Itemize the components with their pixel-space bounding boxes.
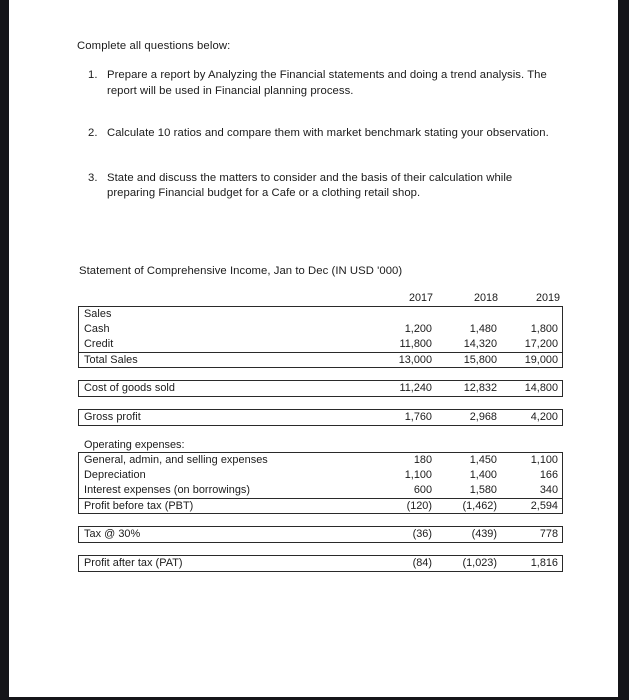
row-value-2017: 11,240 xyxy=(399,382,432,394)
table-row xyxy=(79,468,562,483)
row-value-2018: 2,968 xyxy=(469,411,497,423)
row-label: Profit before tax (PBT) xyxy=(84,500,194,512)
list-item-number: 1. xyxy=(88,69,98,81)
list-item-number: 2. xyxy=(88,127,98,139)
row-value-2019: 1,816 xyxy=(530,557,558,569)
row-value-2017: 1,100 xyxy=(404,469,432,481)
row-value-2017: 600 xyxy=(413,484,432,496)
row-value-2018: 1,400 xyxy=(469,469,497,481)
row-value-2018: (1,023) xyxy=(462,557,497,569)
row-value-2019: 166 xyxy=(539,469,558,481)
row-value-2018: 12,832 xyxy=(463,382,497,394)
list-item-number: 3. xyxy=(88,171,98,184)
row-value-2017: 13,000 xyxy=(398,354,432,366)
sales-block xyxy=(78,306,563,368)
row-label: Total Sales xyxy=(84,354,138,366)
statement-title: Statement of Comprehensive Income, Jan to Dec (IN USD '000) xyxy=(79,265,403,277)
document-page xyxy=(9,0,618,700)
table-row xyxy=(79,381,562,396)
row-value-2019: 17,200 xyxy=(524,338,558,350)
row-label: Cost of goods sold xyxy=(84,382,175,394)
table-row-pbt xyxy=(79,498,562,513)
instructions-heading: Complete all questions below: xyxy=(77,40,231,52)
row-label: Interest expenses (on borrowings) xyxy=(84,484,251,496)
list-item xyxy=(77,126,557,142)
questions-list xyxy=(77,68,557,229)
row-value-2018: 14,320 xyxy=(463,338,497,350)
row-value-2018: 1,480 xyxy=(469,323,497,335)
operating-expenses-heading: Operating expenses: xyxy=(84,439,185,451)
row-label: General, admin, and selling expenses xyxy=(84,454,268,466)
income-statement-table xyxy=(78,292,563,572)
row-label: Sales xyxy=(84,308,112,320)
row-label: Credit xyxy=(84,338,114,350)
row-value-2017: 1,760 xyxy=(404,411,432,423)
page-edge-shadow-right xyxy=(618,0,629,700)
row-label: Profit after tax (PAT) xyxy=(84,557,183,569)
row-label: Cash xyxy=(84,323,110,335)
list-item-text: Prepare a report by Analyzing the Financial statements and doing a trend analysis. The report will be used in Financial planning process. xyxy=(107,69,547,97)
row-value-2019: 778 xyxy=(539,528,558,540)
table-row xyxy=(79,307,562,322)
row-value-2017: (120) xyxy=(406,500,432,512)
block-spacer xyxy=(78,426,563,438)
gross-profit-block xyxy=(78,409,563,426)
table-row xyxy=(79,527,562,542)
column-header-2018: 2018 xyxy=(473,292,498,304)
profit-after-tax-block xyxy=(78,555,563,572)
row-value-2019: 1,100 xyxy=(530,454,558,466)
table-row xyxy=(79,453,562,468)
block-spacer xyxy=(78,368,563,380)
row-value-2019: 14,800 xyxy=(524,382,558,394)
page-content xyxy=(9,0,618,697)
block-spacer xyxy=(78,514,563,526)
table-row xyxy=(79,410,562,425)
table-row xyxy=(79,322,562,337)
row-value-2017: (36) xyxy=(412,528,432,540)
cost-of-goods-sold-block xyxy=(78,380,563,397)
row-label: Depreciation xyxy=(84,469,146,481)
row-value-2018: (1,462) xyxy=(462,500,497,512)
table-row xyxy=(79,337,562,352)
row-value-2019: 19,000 xyxy=(524,354,558,366)
block-spacer xyxy=(78,397,563,409)
list-item xyxy=(77,68,557,99)
row-label: Gross profit xyxy=(84,411,141,423)
list-item xyxy=(77,171,557,202)
list-item-text: Calculate 10 ratios and compare them with market benchmark stating your observation. xyxy=(107,127,549,139)
row-value-2019: 340 xyxy=(539,484,558,496)
row-value-2017: 11,800 xyxy=(399,338,432,350)
column-header-2017: 2017 xyxy=(408,292,433,304)
row-value-2017: 1,200 xyxy=(404,323,432,335)
row-value-2019: 4,200 xyxy=(530,411,558,423)
row-value-2018: (439) xyxy=(471,528,497,540)
row-value-2017: 180 xyxy=(413,454,432,466)
row-value-2017: (84) xyxy=(412,557,432,569)
row-value-2019: 1,800 xyxy=(530,323,558,335)
tax-block xyxy=(78,526,563,543)
column-header-2019: 2019 xyxy=(535,292,560,304)
operating-expenses-block xyxy=(78,452,563,514)
row-value-2018: 1,450 xyxy=(469,454,497,466)
table-row xyxy=(79,483,562,498)
row-value-2018: 15,800 xyxy=(463,354,497,366)
row-label: Tax @ 30% xyxy=(84,528,141,540)
page-edge-shadow-left xyxy=(0,0,9,700)
table-header-years xyxy=(78,292,563,306)
row-value-2019: 2,594 xyxy=(530,500,558,512)
list-item-text: State and discuss the matters to consider and the basis of their calculation while preparing Financial budget for a Cafe or a clothing retail shop. xyxy=(107,171,513,199)
table-row-total xyxy=(79,352,562,367)
table-row xyxy=(79,556,562,571)
block-spacer xyxy=(78,543,563,555)
row-value-2018: 1,580 xyxy=(469,484,497,496)
